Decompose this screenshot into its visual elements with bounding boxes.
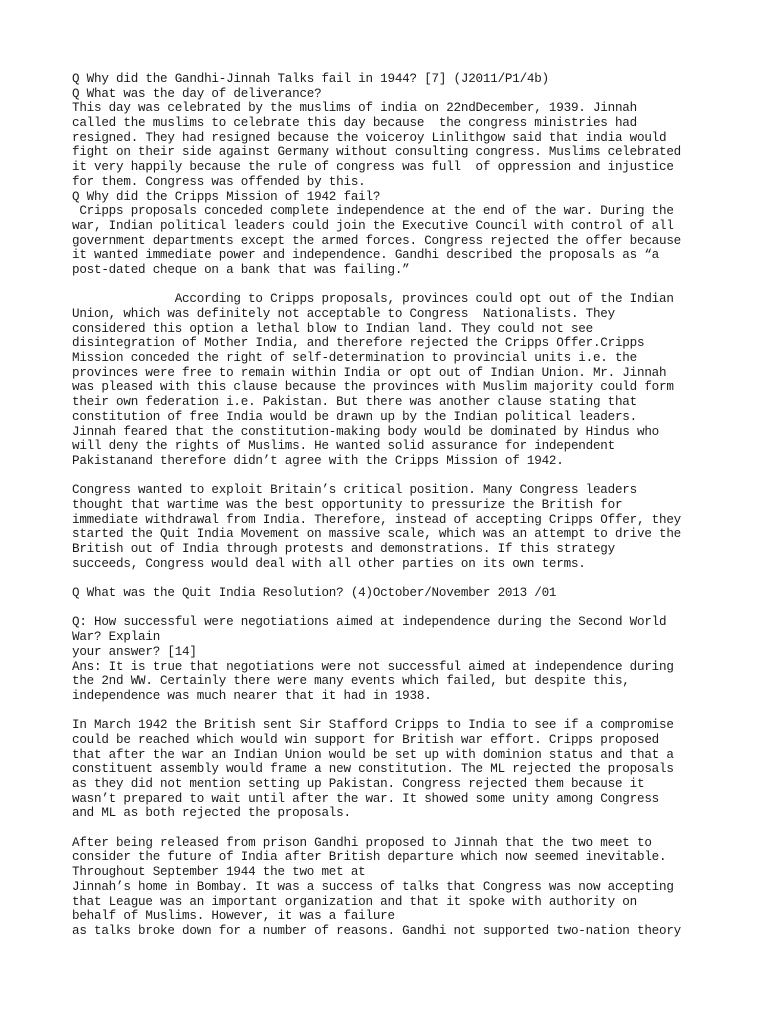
paragraph-gap: [72, 704, 708, 719]
text-line: the 2nd WW. Certainly there were many events which failed, but despite this,: [72, 674, 630, 689]
text-line: as talks broke down for a number of reasons. Gandhi not supported two-nation theory: [72, 923, 682, 938]
text-line: behalf of Muslims. However, it was a failure: [72, 909, 395, 924]
text-line: Mission conceded the right of self-determination to provincial units i.e. the: [72, 351, 637, 366]
text-line: consider the future of India after British departure which now seemed inevitable.: [72, 850, 667, 865]
document-body: [72, 72, 708, 939]
paragraph: [72, 615, 708, 703]
text-line: Congress wanted to exploit Britain’s critical position. Many Congress leaders: [72, 483, 637, 498]
text-line: will deny the rights of Muslims. He wanted solid assurance for independent: [72, 439, 615, 454]
text-line: it very happily because the rule of congress was full of oppression and injustice: [72, 160, 674, 175]
text-line: According to Cripps proposals, provinces could opt out of the Indian: [72, 292, 674, 307]
text-line: Q Why did the Gandhi-Jinnah Talks fail in 1944? [7] (J2011/P1/4b): [72, 72, 549, 86]
text-line: Q What was the Quit India Resolution? (4)October/November 2013 /01: [72, 586, 557, 601]
paragraph-gap: [72, 469, 708, 484]
text-line: Jinnah feared that the constitution-making body would be dominated by Hindus who: [72, 424, 659, 439]
text-line: fight on their side against Germany without consulting congress. Muslims celebrated: [72, 145, 682, 160]
text-line: Q Why did the Cripps Mission of 1942 fail?: [72, 189, 381, 204]
text-line: Jinnah’s home in Bombay. It was a success of talks that Congress was now accepting: [72, 879, 674, 894]
text-line: Q: How successful were negotiations aimed at independence during the Second World: [72, 615, 667, 630]
text-line: wasn’t prepared to wait until after the war. It showed some unity among Congress: [72, 791, 659, 806]
text-line: Pakistanand therefore didn’t agree with the Cripps Mission of 1942.: [72, 453, 564, 468]
text-line: started the Quit India Movement on massive scale, which was an attempt to drive the: [72, 527, 682, 542]
paragraph-gap: [72, 601, 708, 616]
paragraph: [72, 586, 708, 601]
text-line: Ans: It is true that negotiations were not successful aimed at independence during: [72, 659, 674, 674]
paragraph-gap: [72, 821, 708, 836]
text-line: it wanted immediate power and independence. Gandhi described the proposals as “a: [72, 248, 659, 263]
text-line: government departments except the armed forces. Congress rejected the offer because: [72, 233, 682, 248]
paragraph: [72, 292, 708, 468]
text-line: resigned. They had resigned because the voiceroy Linlithgow said that india would: [72, 130, 667, 145]
paragraph-gap: [72, 571, 708, 586]
text-line: constitution of free India would be drawn up by the Indian political leaders.: [72, 409, 637, 424]
text-line: and ML as both rejected the proposals.: [72, 806, 351, 821]
text-line: British out of India through protests and demonstrations. If this strategy: [72, 542, 615, 556]
text-line: In March 1942 the British sent Sir Stafford Cripps to India to see if a compromise: [72, 718, 674, 733]
paragraph: [72, 718, 708, 821]
text-line: provinces were free to remain within India or opt out of Indian Union. Mr. Jinnah: [72, 365, 667, 380]
text-line: your answer? [14]: [72, 644, 197, 659]
text-line: called the muslims to celebrate this day because the congress ministries had: [72, 116, 637, 131]
text-line: Q What was the day of deliverance?: [72, 86, 322, 101]
text-line: as they did not mention setting up Pakistan. Congress rejected them because it: [72, 777, 645, 791]
paragraph: [72, 483, 708, 571]
text-line: Throughout September 1944 the two met at: [72, 865, 366, 880]
text-line: post-dated cheque on a bank that was failing.”: [72, 262, 410, 277]
paragraph-gap: [72, 278, 708, 293]
text-line: immediate withdrawal from India. Therefore, instead of accepting Cripps Offer, they: [72, 512, 682, 527]
paragraph: [72, 72, 708, 278]
text-line: was pleased with this clause because the provinces with Muslim majority could form: [72, 380, 674, 395]
text-line: that League was an important organization and that it spoke with authority on: [72, 894, 637, 909]
text-line: war, Indian political leaders could join the Executive Council with control of all: [72, 218, 674, 233]
text-line: that after the war an Indian Union would be set up with dominion status and that a: [72, 747, 674, 762]
text-line: constituent assembly would frame a new constitution. The ML rejected the proposals: [72, 762, 674, 777]
text-line: This day was celebrated by the muslims of india on 22ndDecember, 1939. Jinnah: [72, 101, 637, 116]
text-line: After being released from prison Gandhi proposed to Jinnah that the two meet to: [72, 835, 652, 850]
text-line: their own federation i.e. Pakistan. But there was another clause stating that: [72, 395, 637, 410]
paragraph: [72, 836, 708, 939]
text-line: considered this option a lethal blow to Indian land. They could not see: [72, 321, 593, 336]
text-line: Cripps proposals conceded complete independence at the end of the war. During the: [72, 204, 674, 219]
text-line: succeeds, Congress would deal with all other parties on its own terms.: [72, 556, 586, 571]
text-line: War? Explain: [72, 630, 161, 645]
text-line: independence was much nearer that it had in 1938.: [72, 688, 432, 703]
text-line: Union, which was definitely not acceptable to Congress Nationalists. They: [72, 307, 615, 321]
text-line: thought that wartime was the best opportunity to pressurize the British for: [72, 497, 623, 512]
text-line: disintegration of Mother India, and therefore rejected the Cripps Offer.Cripps: [72, 336, 645, 351]
text-line: for them. Congress was offended by this.: [72, 174, 366, 189]
text-line: could be reached which would win support for British war effort. Cripps proposed: [72, 732, 659, 747]
